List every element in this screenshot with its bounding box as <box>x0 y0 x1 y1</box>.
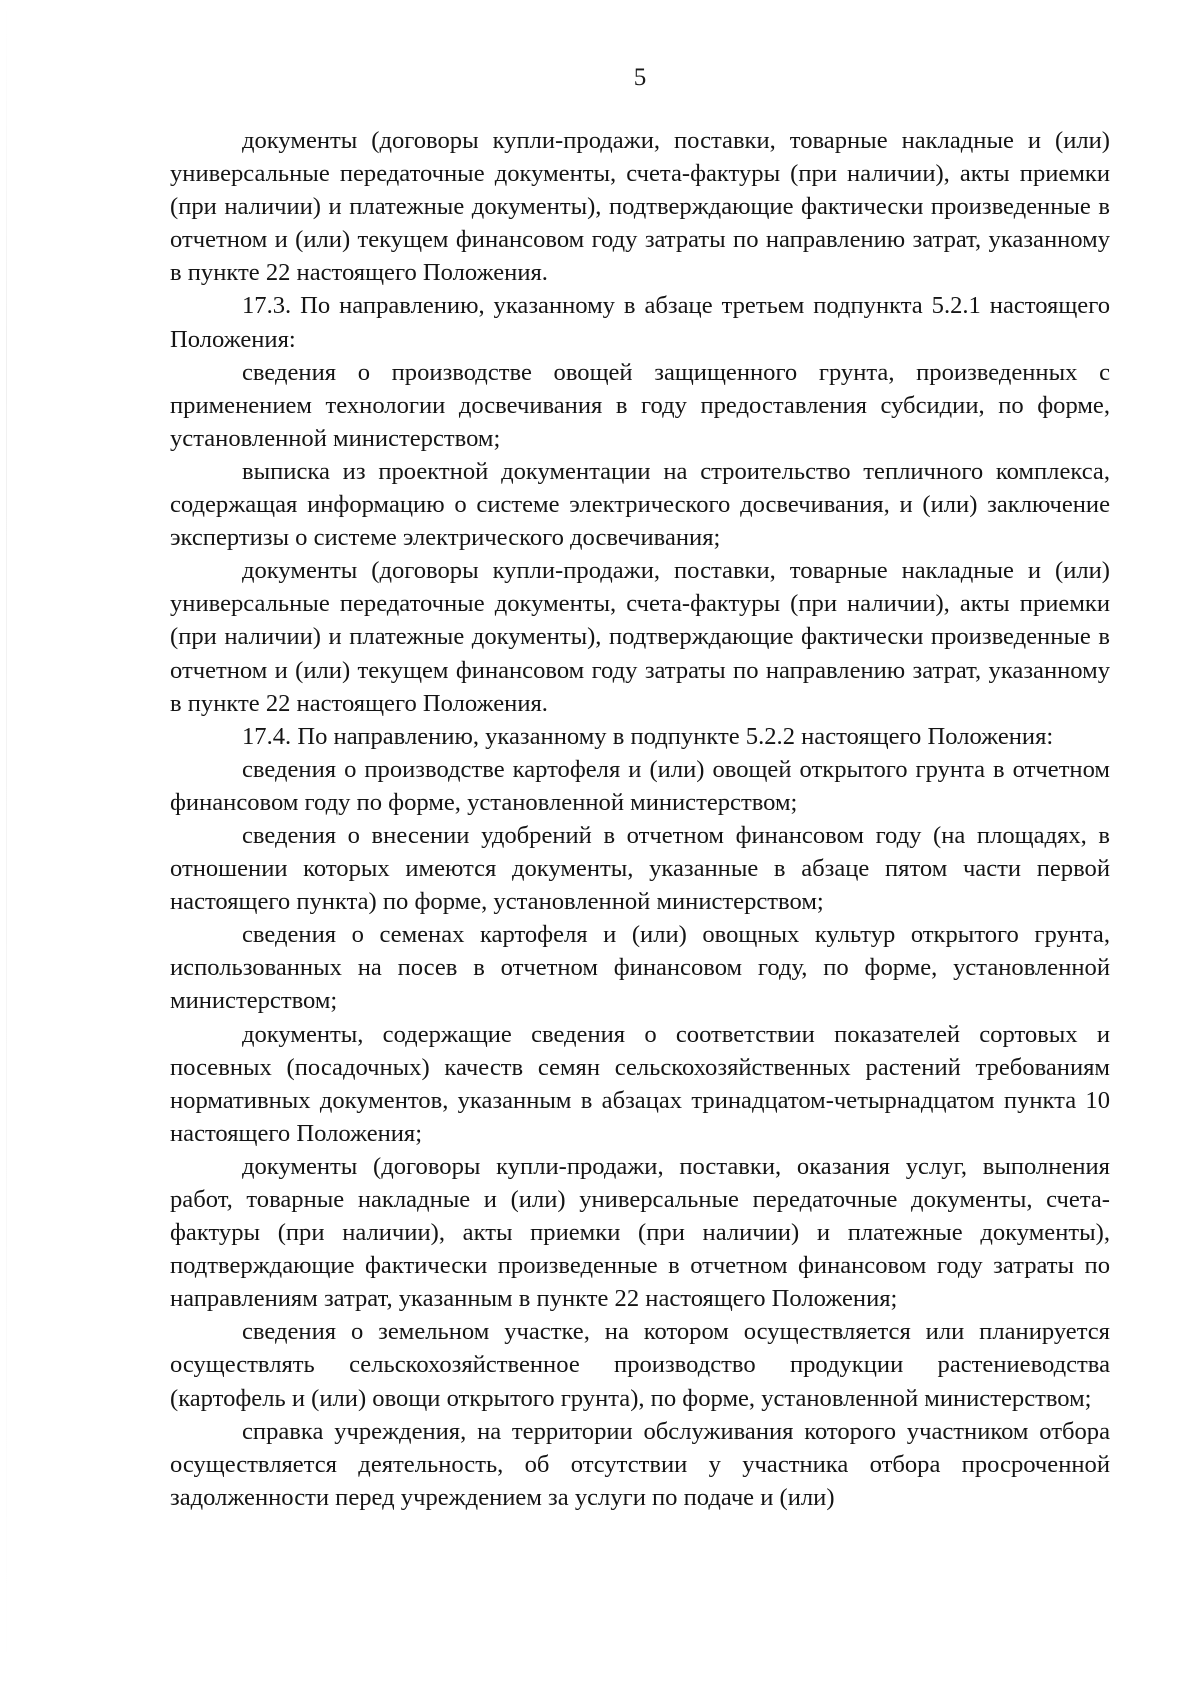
paragraph: документы (договоры купли-продажи, поставки, товарные накладные и (или) универсальные передаточные документы, счета-фактуры (при наличии), акты приемки (при наличии) и платежные документы), подтверждающие фактически произведенные в отчетном и (или) текущем финансовом году затраты по направлению затрат, указанному в пункте 22 настоящего Положения. <box>170 127 1110 287</box>
paragraph: сведения о производстве картофеля и (или) овощей открытого грунта в отчетном финансовом году по форме, установленной министерством; <box>170 755 1110 816</box>
paragraph: сведения о земельном участке, на котором осуществляется или планируется осуществлять сельскохозяйственное производство продукции растениеводства (картофель и (или) овощи открытого грунта), по форме, установленной министерством; <box>170 1318 1110 1412</box>
scan-edge <box>6 0 7 1686</box>
paragraph: документы (договоры купли-продажи, поставки, оказания услуг, выполнения работ, товарные накладные и (или) универсальные передаточные документы, счета-фактуры (при наличии), акты приемки (при наличии) и платежные документы), подтверждающие фактически произведенные в отчетном финансовом году затраты по направлениям затрат, указанным в пункте 22 настоящего Положения; <box>170 1152 1110 1313</box>
document-body <box>170 124 1110 1514</box>
paragraph: документы, содержащие сведения о соответствии показателей сортовых и посевных (посадочных) качеств семян сельскохозяйственных растений требованиям нормативных документов, указанным в абзацах тринадцатом-четырнадцатом пункта 10 настоящего Положения; <box>170 1020 1110 1147</box>
page-number: 5 <box>633 64 647 91</box>
paragraph: документы (договоры купли-продажи, поставки, товарные накладные и (или) универсальные передаточные документы, счета-фактуры (при наличии), акты приемки (при наличии) и платежные документы), подтверждающие фактически произведенные в отчетном и (или) текущем финансовом году затраты по направлению затрат, указанному в пункте 22 настоящего Положения. <box>170 557 1110 717</box>
paragraph: сведения о внесении удобрений в отчетном финансовом году (на площадях, в отношении которых имеются документы, указанные в абзаце пятом части первой настоящего пункта) по форме, установленной министерством; <box>170 821 1110 916</box>
paragraph: 17.3. По направлению, указанному в абзаце третьем подпункта 5.2.1 настоящего Положения: <box>170 292 1110 353</box>
paragraph: сведения о семенах картофеля и (или) овощных культур открытого грунта, использованных на посев в отчетном финансовом году, по форме, установленной министерством; <box>170 921 1110 1015</box>
paragraph: 17.4. По направлению, указанному в подпункте 5.2.2 настоящего Положения: <box>242 722 1054 750</box>
paragraph: выписка из проектной документации на строительство тепличного комплекса, содержащая информацию о системе электрического досвечивания, и (или) заключение экспертизы о системе электрического досвечивания; <box>170 457 1110 552</box>
paragraph: справка учреждения, на территории обслуживания которого участником отбора осуществляется деятельность, об отсутствии у участника отбора просроченной задолженности перед учреждением за услуги по подаче и (или) <box>170 1417 1110 1511</box>
paragraph: сведения о производстве овощей защищенного грунта, произведенных с применением технологии досвечивания в году предоставления субсидии, по форме, установленной министерством; <box>170 358 1110 452</box>
